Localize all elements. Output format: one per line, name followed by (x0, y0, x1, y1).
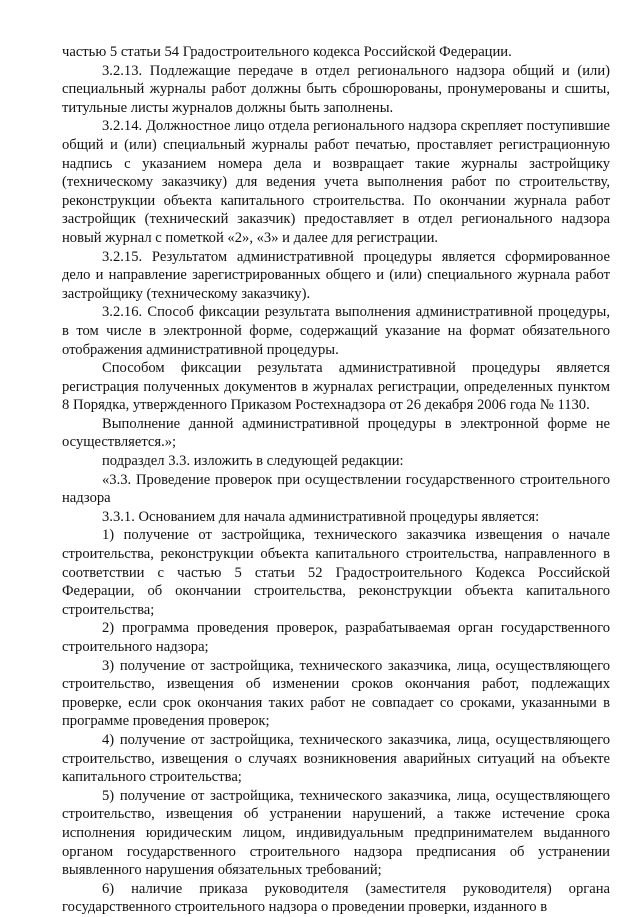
list-item-1: 1) получение от застройщика, технического заказчика извещения о начале строительства, реконструкции объекта капитального строительства, направленного в соответствии с частью 5 статьи 52 Градостроительного Кодекса Российской Федерации, об окончании строительства, реконструкции объекта капитального строительства; (62, 527, 610, 618)
list-item-3: 3) получение от застройщика, технического заказчика, лица, осуществляющего строительство, извещения об изменении сроков окончания работ, подлежащих проверке, если срок окончания таких работ не совпадает со сроками, указанными в программе проведения проверок; (62, 657, 610, 730)
paragraph-3-2-14: 3.2.14. Должностное лицо отдела регионального надзора скрепляет поступившие общий и (или) специальный журналы работ печатью, проставляет регистрационную надпись с указанием номера дела и возвращает такие журналы застройщику (техническому заказчику) для ведения учета выполнения работ по строительству, реконструкции объекта капитального строительства. По окончании журнала работ застройщик (технический заказчик) предоставляет в отдел регионального надзора новый журнал с пометкой «2», «3» и далее для регистрации. (62, 118, 610, 246)
paragraph-fixation-method: Способом фиксации результата административной процедуры является регистрация полученных документов в журналах регистрации, определенных пунктом 8 Порядка, утвержденного Приказом Ростехнадзора от 26 декабря 2006 года № 1130. (62, 360, 610, 414)
paragraph-3-3-1: 3.3.1. Основанием для начала административной процедуры является: (102, 508, 540, 525)
paragraph-3-2-13: 3.2.13. Подлежащие передаче в отдел регионального надзора общий и (или) специальный журналы работ должны быть сброшюрованы, пронумерованы и сшиты, титульные листы журналов должны быть заполнены. (62, 62, 610, 116)
paragraph-subsection-instruction: подраздел 3.3. изложить в следующей редакции: (102, 453, 404, 470)
paragraph-electronic-form: Выполнение данной административной процедуры в электронной форме не осуществляется.»; (62, 415, 610, 451)
list-item-5: 5) получение от застройщика, технического заказчика, лица, осуществляющего строительство, извещения об устранении нарушений, а также истечение срока исполнения юридическим лицом, индивидуальным предпринимателем выданного органом государственного строительного надзора предписания об устранении выявленного нарушения обязательных требований; (62, 787, 610, 879)
section-heading-3-3: «3.3. Проведение проверок при осуществлении государственного строительного надзора (62, 471, 610, 507)
list-item-6: 6) наличие приказа руководителя (заместителя руководителя) органа государственного строительного надзора о проведении проверки, изданного в (62, 880, 610, 916)
paragraph-3-2-15: 3.2.15. Результатом административной процедуры является сформированное дело и направление зарегистрированных общего и (или) специального журнала работ застройщику (техническому заказчику). (62, 248, 610, 302)
paragraph-continuation: частью 5 статьи 54 Градостроительного кодекса Российской Федерации. (62, 44, 512, 60)
paragraph-3-2-16: 3.2.16. Способ фиксации результата выполнения административной процедуры, в том числе в электронной форме, содержащий указание на формат обязательного отображения административной процедуры. (62, 304, 610, 358)
document-page (62, 43, 610, 917)
list-item-4: 4) получение от застройщика, технического заказчика, лица, осуществляющего строительство, извещения о случаях возникновения аварийных ситуаций на объекте капитального строительства; (62, 731, 610, 786)
list-item-2: 2) программа проведения проверок, разрабатываемая орган государственного строительного надзора; (62, 620, 610, 655)
